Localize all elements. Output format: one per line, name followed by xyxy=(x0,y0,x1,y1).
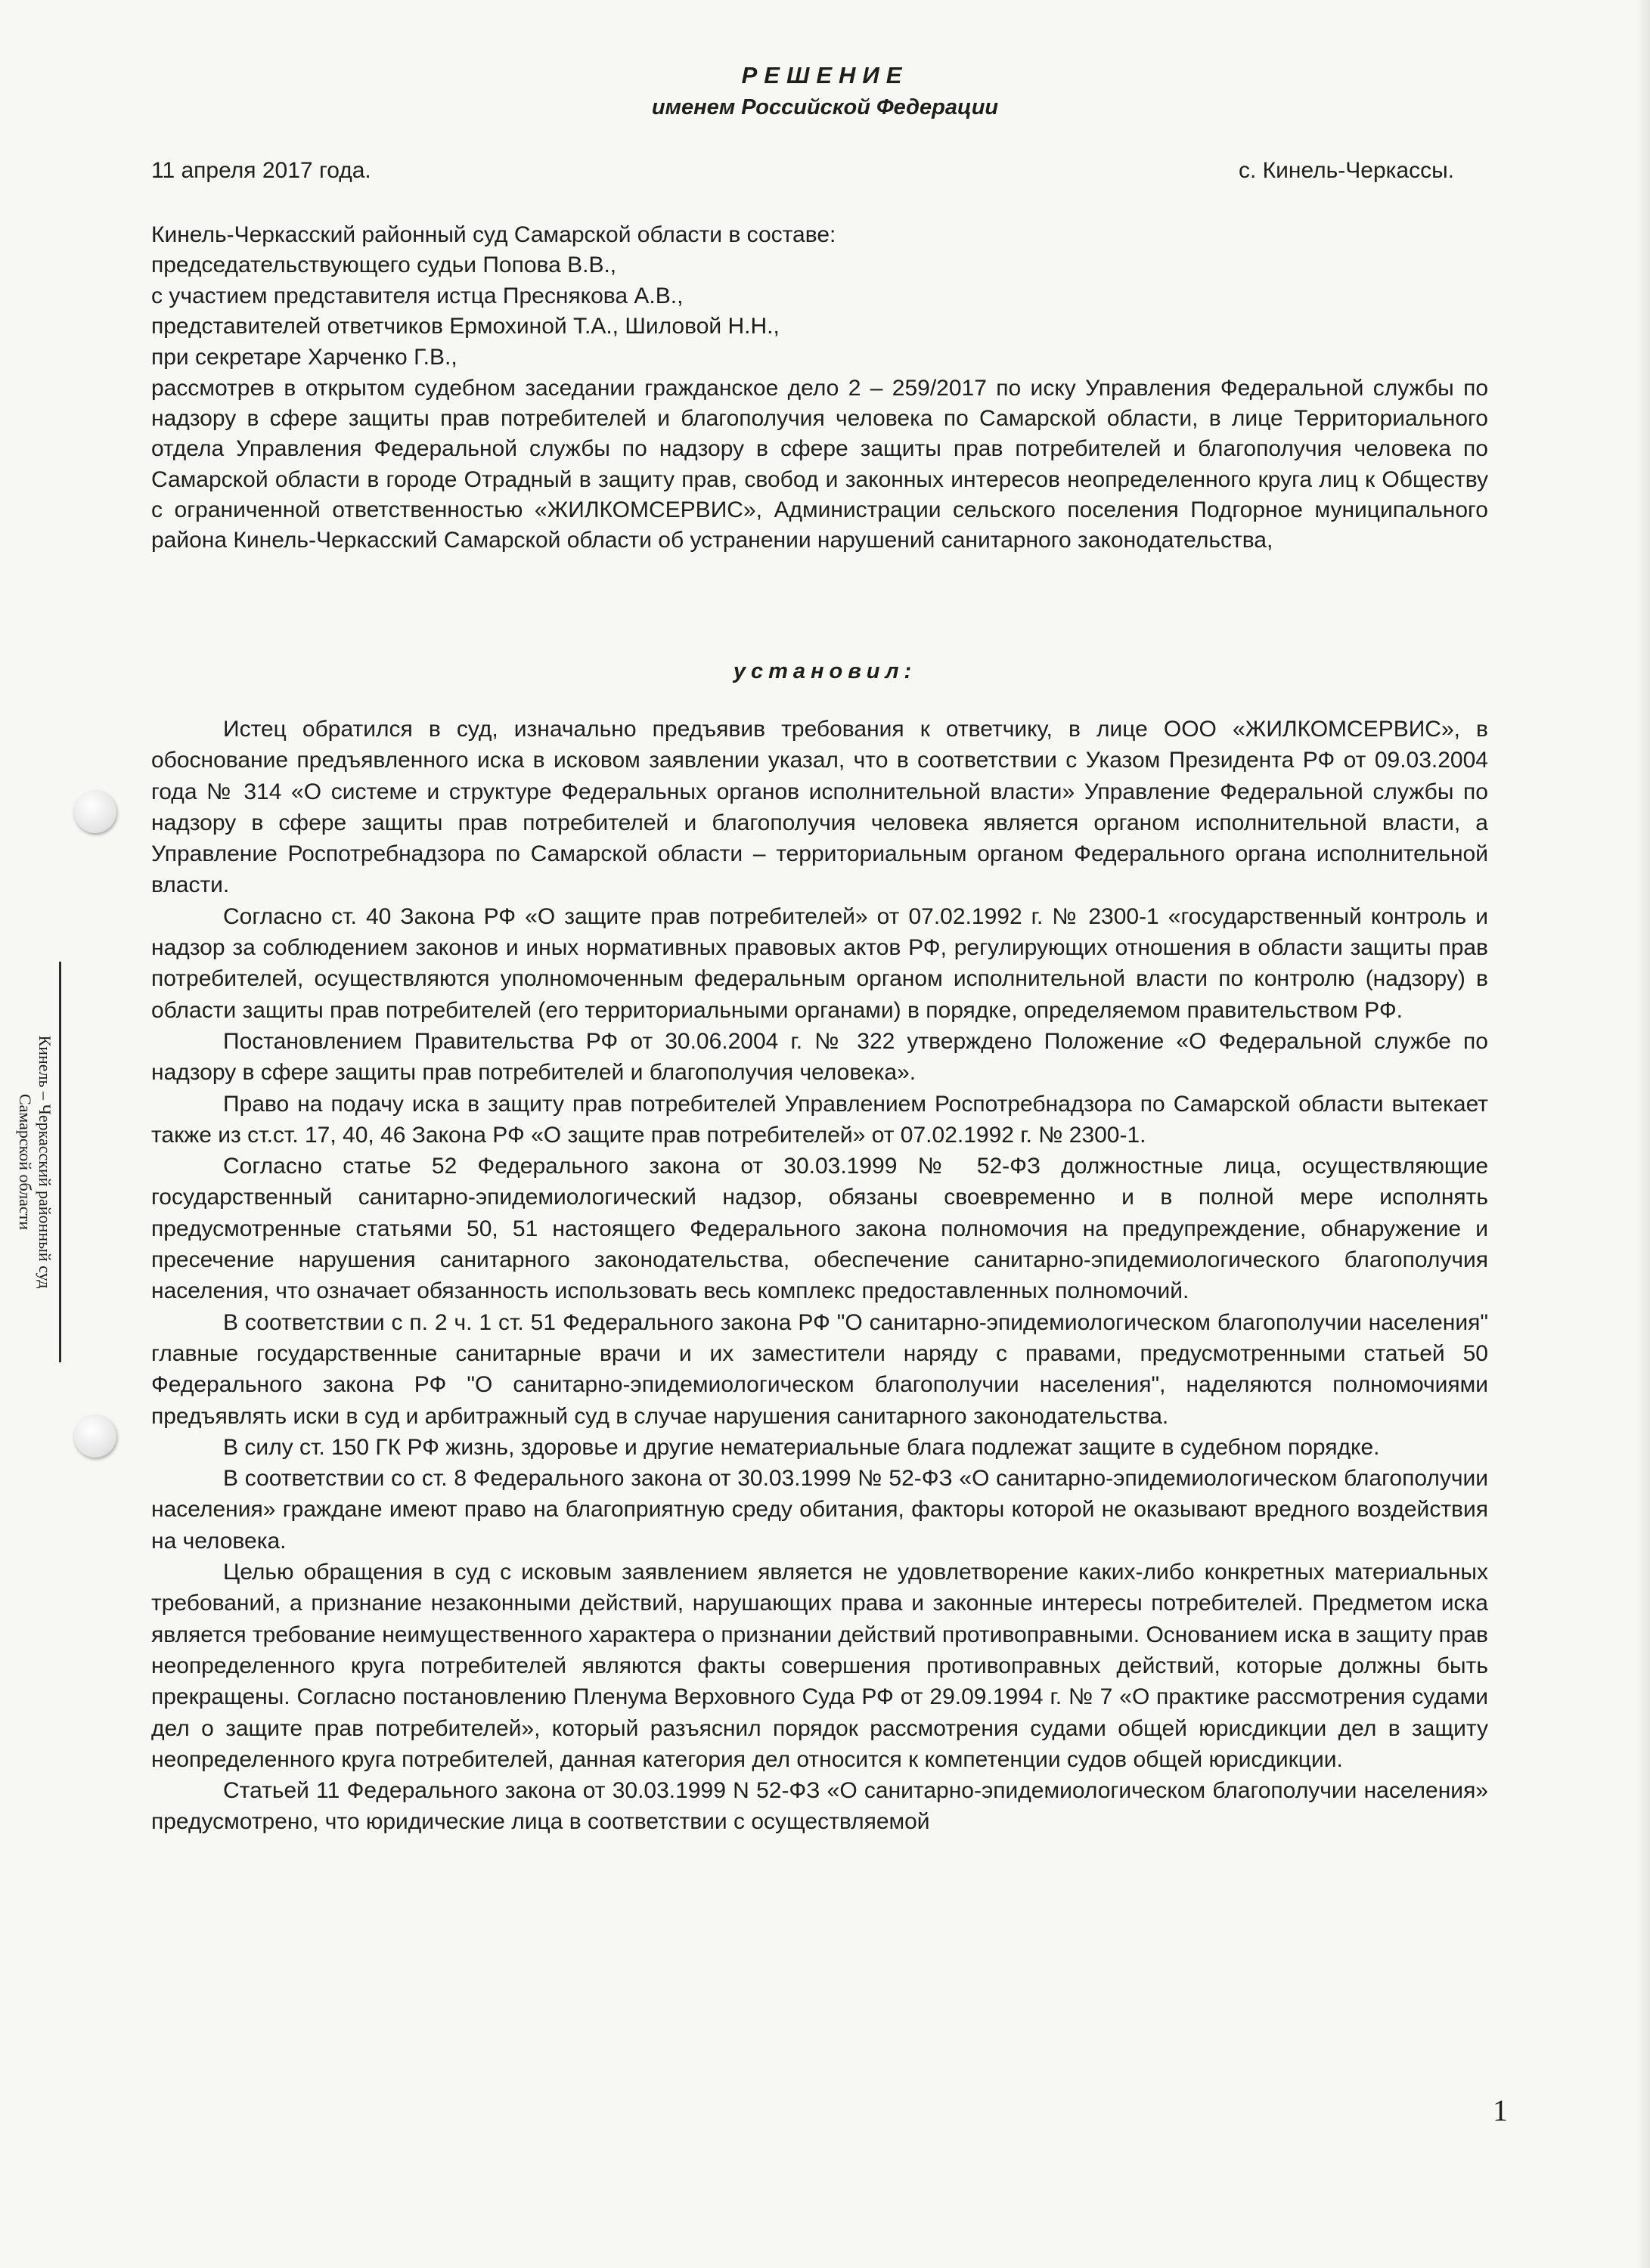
court-line: Кинель-Черкасский районный суд Самарской области в составе: xyxy=(151,222,836,247)
court-line: председательствующего судьи Попова В.В., xyxy=(151,253,617,277)
court-line: с участием представителя истца Преснякова А.В., xyxy=(151,284,684,308)
document-subtitle: именем Российской Федерации xyxy=(651,95,999,119)
section-heading: установил: xyxy=(733,659,917,683)
punch-hole xyxy=(74,1415,116,1458)
decision-place: с. Кинель-Черкассы. xyxy=(1238,158,1454,183)
decision-date: 11 апреля 2017 года. xyxy=(151,158,371,183)
body-paragraph: Статьей 11 Федерального закона от 30.03.1999 N 52-ФЗ «О санитарно-эпидемиологическом благополучии населения» предусмотрено, что юридические лица в соответствии с осуществляемой xyxy=(151,1778,1488,1835)
body-paragraph: Право на подачу иска в защиту прав потребителей Управлением Роспотребнадзора по Самарской области вытекает также из ст.ст. 17, 40, 46 Закона РФ «О защите прав потребителей» от 07.02.1992 г. № 2300-1. xyxy=(151,1091,1488,1148)
body-paragraph: Истец обратился в суд, изначально предъявив требования к ответчику, в лице ООО «ЖИЛКОМСЕРВИС», в обоснование предъявленного иска в исковом заявлении указал, что в соответствии с Указом Президента РФ от 09.03.2004 года № 314 «О системе и структуре Федеральных органов исполнительной власти» Управление Федеральной службы по надзору в сфере защиты прав потребителей и благополучия человека является органом исполнительной власти, а Управление Роспотребнадзора по Самарской области – территориальным органом Федерального органа исполнительной власти. xyxy=(151,717,1488,898)
body-paragraph: Согласно статье 52 Федерального закона от 30.03.1999 № 52-ФЗ должностные лица, осуществляющие государственный санитарно-эпидемиологический надзор, обязаны своевременно и в полной мере исполнять предусмотренные статьями 50, 51 настоящего Федерального закона полномочия на предупреждение, обнаружение и пресечение нарушения санитарного законодательства, обеспечение санитарно-эпидемиологического благополучия населения, что означает обязанность использовать весь комплекс предоставленных полномочий. xyxy=(151,1154,1488,1304)
stamp-text xyxy=(15,1036,54,1289)
body-paragraph: В соответствии с п. 2 ч. 1 ст. 51 Федерального закона РФ "О санитарно-эпидемиологическом благополучии населения" главные государственные санитарные врачи и их заместители наряду с правами, предусмотренными статьей 50 Федерального закона РФ "О санитарно-эпидемиологическом благополучии населения", наделяются полномочиями предъявлять иски в суд и арбитражный суд в случае нарушения санитарного законодательства. xyxy=(151,1309,1488,1429)
body-paragraph: В соответствии со ст. 8 Федерального закона от 30.03.1999 № 52-ФЗ «О санитарно-эпидемиологическом благополучии населения» граждане имеют право на благоприятную среду обитания, факторы которой не оказывают вредного воздействия на человека. xyxy=(151,1466,1488,1554)
stamp-line-court: Кинель – Черкасский районный суд xyxy=(36,1035,54,1289)
court-line: представителей ответчиков Ермохиной Т.А., Шиловой Н.Н., xyxy=(151,314,780,339)
page-edge-shadow xyxy=(1636,0,1650,2268)
court-margin-stamp xyxy=(11,962,61,1362)
body-paragraph: Постановлением Правительства РФ от 30.06.2004 г. № 322 утверждено Положение «О Федеральной службе по надзору в сфере защиты прав потребителей и благополучия человека». xyxy=(151,1028,1488,1086)
court-line: при секретаре Харченко Г.В., xyxy=(151,345,457,370)
document-body xyxy=(151,714,1488,1838)
document-title: РЕШЕНИЕ xyxy=(741,62,909,88)
stamp-line-region: Самарской области xyxy=(16,1093,35,1231)
body-paragraph: Согласно ст. 40 Закона РФ «О защите прав потребителей» от 07.02.1992 г. № 2300-1 «государственный контроль и надзор за соблюдением законов и иных нормативных правовых актов РФ, регулирующих отношения в области защиты прав потребителей, осуществляются уполномоченным федеральным органом исполнительной власти по контролю (надзору) в области защиты прав потребителей (его территориальными органами) в порядке, определяемом правительством РФ. xyxy=(151,903,1488,1023)
punch-hole xyxy=(74,791,116,833)
page-number: 1 xyxy=(1493,2093,1508,2127)
case-description: рассмотрев в открытом судебном заседании гражданское дело 2 – 259/2017 по иску Управления Федеральной службы по надзору в сфере защиты прав потребителей и благополучия человека по Самарской области, в лице Территориального отдела Управления Федеральной службы по надзору в сфере защиты прав потребителей и благополучия человека по Самарской области в городе Отрадный в защиту прав, свобод и законных интересов неопределенного круга лиц к Обществу с ограниченной ответственностью «ЖИЛКОМСЕРВИС», Администрации сельского поселения Подгорное муниципального района Кинель-Черкасский Самарской области об устранении нарушений санитарного законодательства, xyxy=(151,376,1488,553)
body-paragraph: В силу ст. 150 ГК РФ жизнь, здоровье и другие нематериальные блага подлежат защите в судебном порядке. xyxy=(223,1434,1380,1460)
body-paragraph: Целью обращения в суд с исковым заявлением является не удовлетворение каких-либо конкретных материальных требований, а признание незаконными действий, нарушающих права и законные интересы потребителей. Предметом иска является требование неимущественного характера о признании действий противоправными. Основанием иска в защиту прав неопределенного круга потребителей являются факты совершения противоправных действий, которые должны быть прекращены. Согласно постановлению Пленума Верховного Суда РФ от 29.09.1994 г. № 7 «О практике рассмотрения судами дел о защите прав потребителей», который разъяснил порядок рассмотрения судами общей юрисдикции дел в защиту неопределенного круга потребителей, данная категория дел относится к компетенции судов общей юрисдикции. xyxy=(151,1560,1488,1772)
